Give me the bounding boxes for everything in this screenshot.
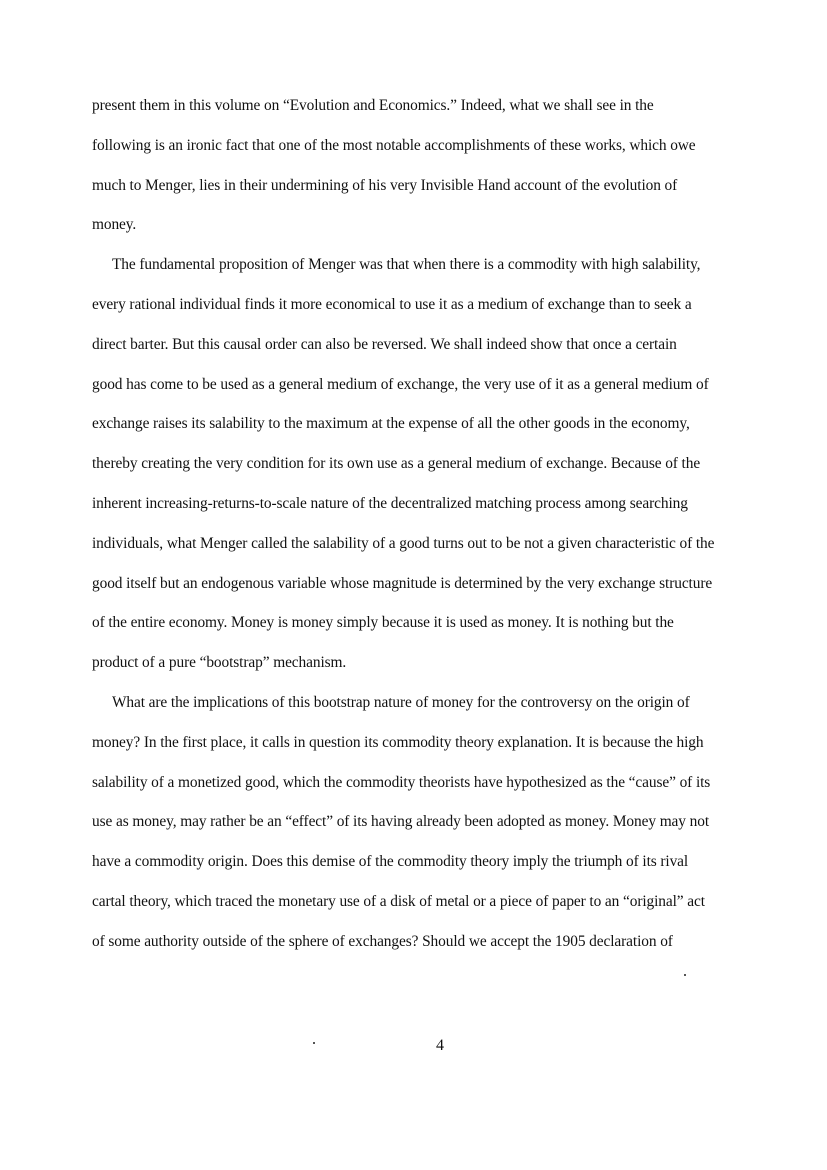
paragraph-start-line: What are the implications of this bootstrap nature of money for the controversy on the origin of	[112, 693, 690, 711]
text-line: of some authority outside of the sphere of exchanges? Should we accept the 1905 declaration of	[92, 932, 673, 950]
text-line: money.	[92, 216, 137, 234]
text-line: product of a pure “bootstrap” mechanism.	[92, 654, 347, 672]
body-text	[92, 94, 792, 970]
paragraph-start-line: The fundamental proposition of Menger was that when there is a commodity with high salability,	[112, 256, 701, 274]
text-line: exchange raises its salability to the maximum at the expense of all the other goods in the economy,	[92, 415, 690, 433]
text-line: individuals, what Menger called the salability of a good turns out to be not a given characteristic of the	[92, 534, 715, 552]
text-line: money? In the first place, it calls in question its commodity theory explanation. It is because the high	[92, 733, 704, 751]
text-line: good has come to be used as a general medium of exchange, the very use of it as a general medium of	[92, 375, 709, 393]
scan-speck	[684, 974, 686, 976]
text-line: salability of a monetized good, which the commodity theorists have hypothesized as the “cause” of its	[92, 773, 711, 791]
text-line: thereby creating the very condition for its own use as a general medium of exchange. Because of the	[92, 455, 701, 473]
page-number: 4	[436, 1037, 444, 1054]
text-line: direct barter. But this causal order can also be reversed. We shall indeed show that once a certain	[92, 335, 677, 353]
text-line: cartal theory, which traced the monetary use of a disk of metal or a piece of paper to an “original” act	[92, 892, 705, 910]
text-line: use as money, may rather be an “effect” of its having already been adopted as money. Money may not	[92, 813, 709, 831]
text-line: following is an ironic fact that one of the most notable accomplishments of these works, which owe	[92, 136, 696, 154]
text-line: every rational individual finds it more economical to use it as a medium of exchange than to seek a	[92, 295, 692, 313]
text-line: good itself but an endogenous variable whose magnitude is determined by the very exchange structure	[92, 574, 713, 592]
text-line: inherent increasing-returns-to-scale nature of the decentralized matching process among searching	[92, 494, 688, 512]
text-line: have a commodity origin. Does this demise of the commodity theory imply the triumph of its rival	[92, 853, 689, 871]
text-line: much to Menger, lies in their undermining of his very Invisible Hand account of the evolution of	[92, 176, 678, 194]
text-line: of the entire economy. Money is money simply because it is used as money. It is nothing but the	[92, 614, 674, 632]
text-line: present them in this volume on “Evolution and Economics.” Indeed, what we shall see in the	[92, 97, 654, 114]
